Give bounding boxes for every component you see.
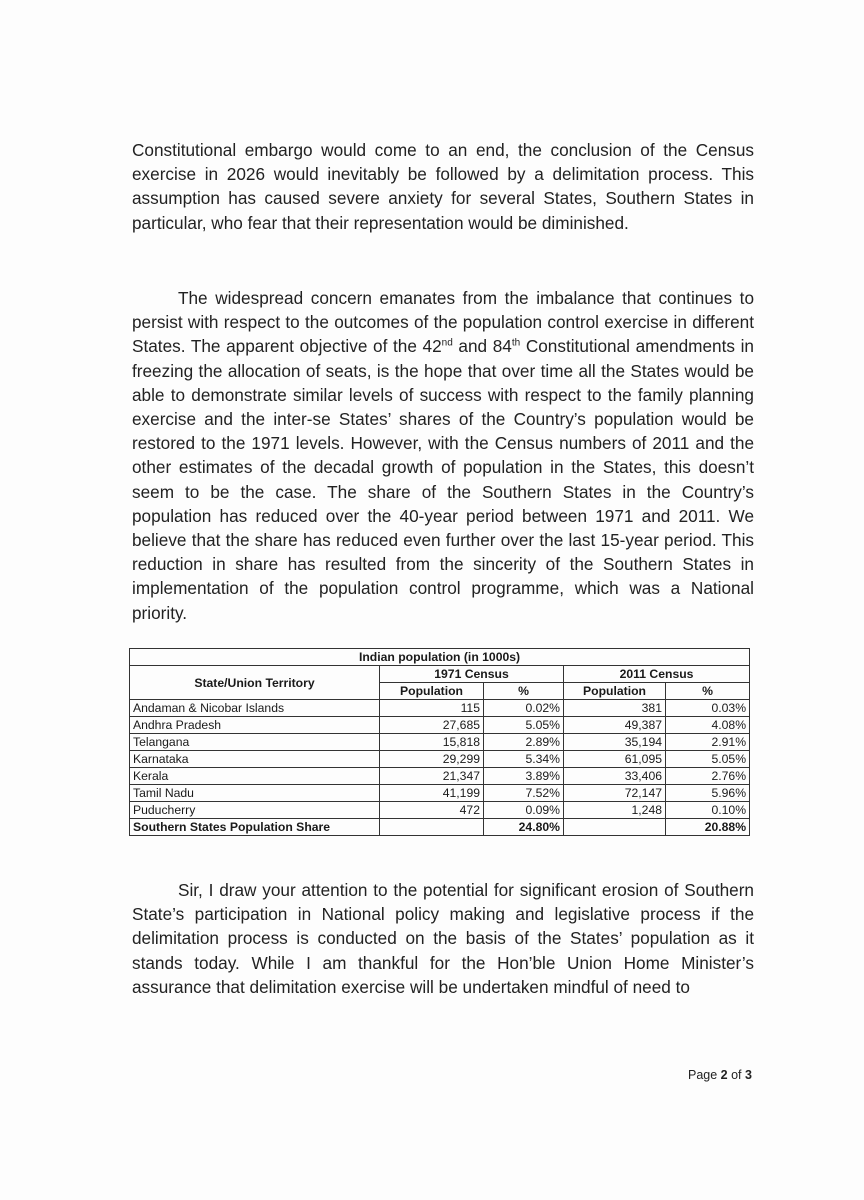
- cell-pct-2011: 2.91%: [666, 734, 750, 751]
- cell-pct-1971: 0.02%: [484, 700, 564, 717]
- page-current: 2: [720, 1068, 728, 1082]
- cell-pct-2011: 0.10%: [666, 802, 750, 819]
- cell-state: Puducherry: [130, 802, 380, 819]
- cell-pop-1971: 115: [380, 700, 484, 717]
- cell-pop-1971: 27,685: [380, 717, 484, 734]
- cell-pop-1971: 15,818: [380, 734, 484, 751]
- superscript-nd: nd: [441, 337, 453, 349]
- header-state: State/Union Territory: [130, 666, 380, 700]
- paragraph-2-text-b: and 84: [452, 336, 512, 357]
- cell-pop-1971: 472: [380, 802, 484, 819]
- header-1971-population: Population: [380, 683, 484, 700]
- cell-pct-1971: 5.05%: [484, 717, 564, 734]
- page-of: of: [727, 1068, 745, 1082]
- table-row: [130, 802, 750, 819]
- header-1971-percent: %: [484, 683, 564, 700]
- page-total: 3: [745, 1068, 752, 1082]
- cell-pop-2011: 1,248: [564, 802, 666, 819]
- paragraph-2-text-c: Constitutional amendments in freezing the allocation of seats, is the hope that over time all the States would be able to demonstrate similar levels of success with respect to the family planning exercise and the inter-se States’ shares of the Country’s population would be restored to the 1971 levels. However, with the Census numbers of 2011 and the other estimates of the decadal growth of population in the States, this doesn’t seem to be the case. The share of the Southern States in the Country’s population has reduced over the 40-year period between 1971 and 2011. We believe that the share has reduced even further over the last 15-year period. This reduction in share has resulted from the sincerity of the Southern States in implementation of the population control programme, which was a National priority.: [132, 336, 754, 623]
- cell-pct-2011: 4.08%: [666, 717, 750, 734]
- paragraph-1: Constitutional embargo would come to an end, the conclusion of the Census exercise in 2026 would inevitably be followed by a delimitation process. This assumption has caused severe anxiety for several States, Southern States in particular, who fear that their representation would be diminished.: [132, 140, 754, 233]
- cell-pct-1971: 3.89%: [484, 768, 564, 785]
- cell-pct-1971: 2.89%: [484, 734, 564, 751]
- header-2011-percent: %: [666, 683, 750, 700]
- table-total-row: [130, 819, 750, 836]
- cell-state: Andaman & Nicobar Islands: [130, 700, 380, 717]
- table-row: [130, 768, 750, 785]
- table-row: [130, 751, 750, 768]
- cell-pop-2011: 35,194: [564, 734, 666, 751]
- cell-pct-2011: 0.03%: [666, 700, 750, 717]
- table-caption: Indian population (in 1000s): [130, 649, 750, 666]
- cell-pop-2011: 72,147: [564, 785, 666, 802]
- cell-pct-1971: 5.34%: [484, 751, 564, 768]
- cell-pop-2011: 49,387: [564, 717, 666, 734]
- population-table-wrapper: [129, 648, 749, 836]
- paragraph-3: Sir, I draw your attention to the potential for significant erosion of Southern State’s participation in National policy making and legislative process if the delimitation process is conducted on the basis of the States’ population as it stands today. While I am thankful for the Hon’ble Union Home Minister’s assurance that delimitation exercise will be undertaken mindful of need to: [132, 880, 754, 997]
- cell-pop-1971: 21,347: [380, 768, 484, 785]
- table-row: [130, 785, 750, 802]
- table-row: [130, 717, 750, 734]
- cell-pct-2011: 5.05%: [666, 751, 750, 768]
- cell-total-pop-1971: [380, 819, 484, 836]
- page-prefix: Page: [688, 1068, 721, 1082]
- page-number: [688, 1068, 752, 1082]
- cell-pop-1971: 41,199: [380, 785, 484, 802]
- cell-pct-1971: 0.09%: [484, 802, 564, 819]
- paragraph-2-text-a: The widespread concern emanates from the imbalance that continues to persist with respect to the outcomes of the population control exercise in different States. The apparent objective of the 42: [132, 288, 754, 357]
- cell-state: Telangana: [130, 734, 380, 751]
- cell-pop-2011: 61,095: [564, 751, 666, 768]
- cell-total-pop-2011: [564, 819, 666, 836]
- cell-total-pct-2011: 20.88%: [666, 819, 750, 836]
- cell-pct-1971: 7.52%: [484, 785, 564, 802]
- cell-state: Andhra Pradesh: [130, 717, 380, 734]
- cell-pct-2011: 5.96%: [666, 785, 750, 802]
- paragraph-2: [132, 286, 754, 625]
- cell-pop-2011: 381: [564, 700, 666, 717]
- cell-pop-1971: 29,299: [380, 751, 484, 768]
- cell-pct-2011: 2.76%: [666, 768, 750, 785]
- cell-total-pct-1971: 24.80%: [484, 819, 564, 836]
- header-1971-census: 1971 Census: [380, 666, 564, 683]
- cell-total-label: Southern States Population Share: [130, 819, 380, 836]
- superscript-th: th: [511, 337, 521, 349]
- cell-pop-2011: 33,406: [564, 768, 666, 785]
- population-table: [129, 648, 750, 836]
- header-2011-census: 2011 Census: [564, 666, 750, 683]
- cell-state: Kerala: [130, 768, 380, 785]
- cell-state: Tamil Nadu: [130, 785, 380, 802]
- table-row: [130, 734, 750, 751]
- header-2011-population: Population: [564, 683, 666, 700]
- table-row: [130, 700, 750, 717]
- cell-state: Karnataka: [130, 751, 380, 768]
